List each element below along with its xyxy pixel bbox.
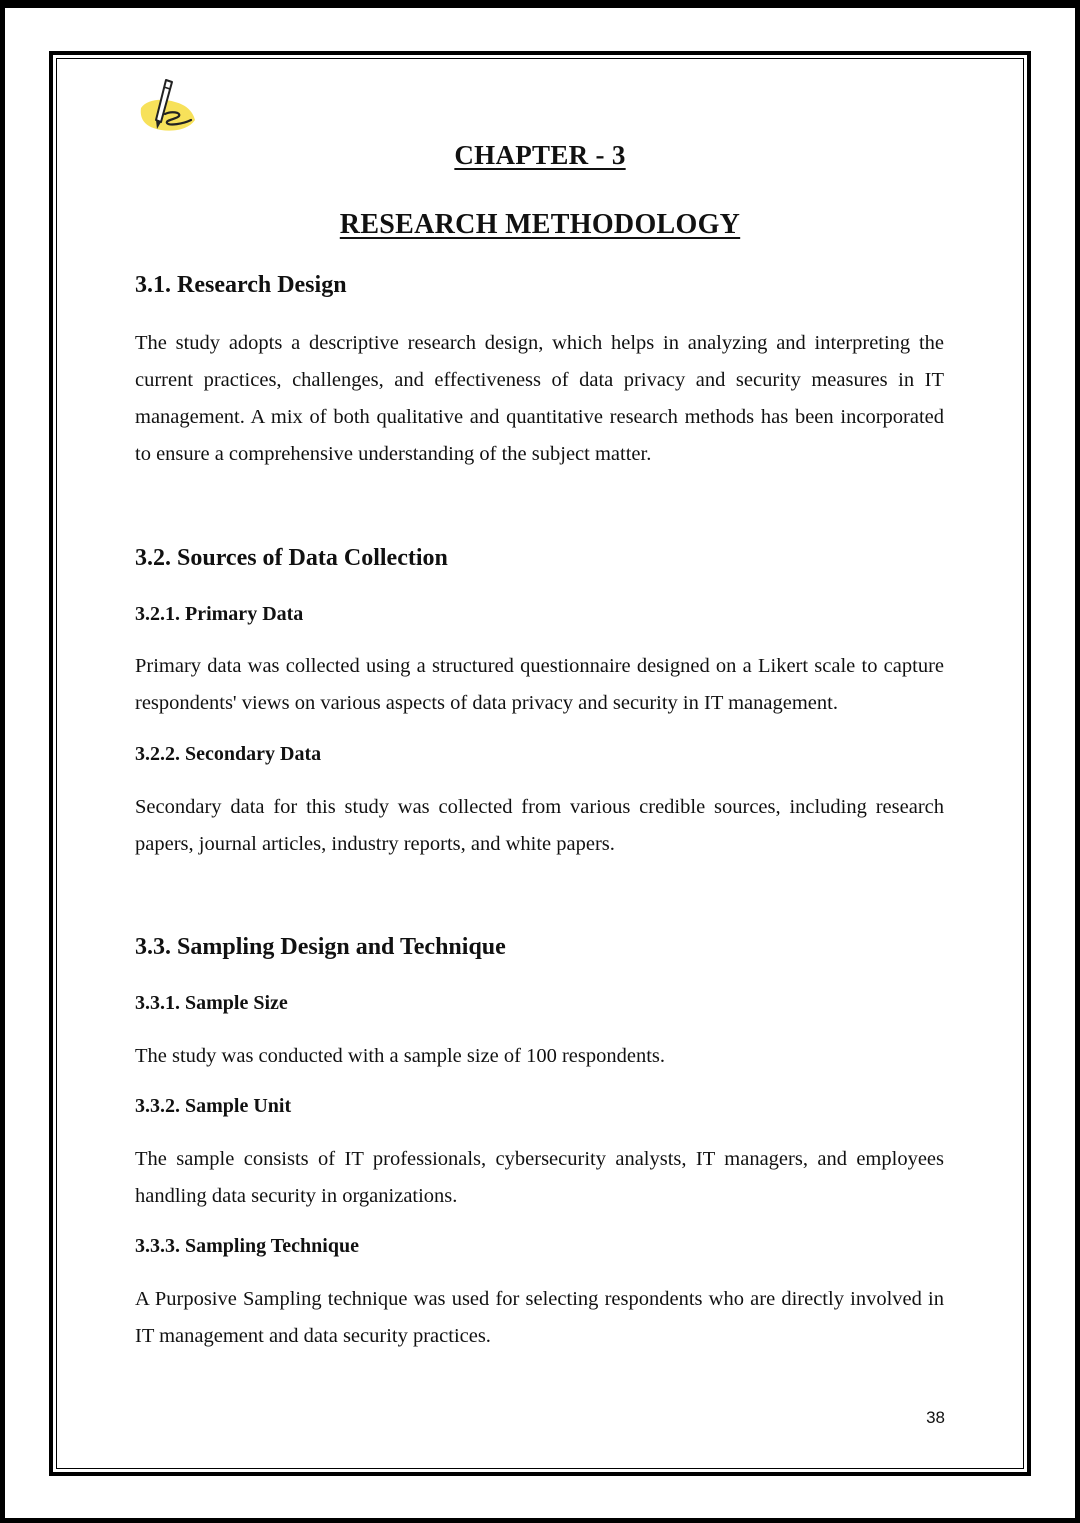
pen-with-highlight-icon	[135, 74, 201, 140]
sample-unit-paragraph: The sample consists of IT professionals, cybersecurity analysts, IT managers, and employees handling data security in organizations.	[135, 1148, 944, 1207]
subsection-heading-secondary-data: 3.2.2. Secondary Data	[135, 743, 322, 765]
subsection-heading-primary-data: 3.2.1. Primary Data	[135, 603, 304, 625]
subsection-heading-sample-unit: 3.3.2. Sample Unit	[135, 1095, 292, 1117]
page-number: 38	[926, 1408, 945, 1427]
subsection-heading-sample-size: 3.3.1. Sample Size	[135, 992, 288, 1014]
section-heading-data-collection: 3.2. Sources of Data Collection	[135, 545, 448, 571]
chapter-title: RESEARCH METHODOLOGY	[339, 209, 741, 240]
section-heading-sampling: 3.3. Sampling Design and Technique	[135, 934, 506, 960]
section-heading-research-design: 3.1. Research Design	[135, 272, 347, 298]
chapter-number: CHAPTER - 3	[454, 140, 626, 170]
primary-data-paragraph: Primary data was collected using a structured questionnaire designed on a Likert scale to capture respondents' views on various aspects of data privacy and security in IT management.	[135, 655, 944, 714]
secondary-data-paragraph: Secondary data for this study was collected from various credible sources, including research papers, journal articles, industry reports, and white papers.	[135, 796, 944, 855]
sample-size-paragraph: The study was conducted with a sample size of 100 respondents.	[135, 1045, 666, 1067]
subsection-heading-sampling-technique: 3.3.3. Sampling Technique	[135, 1235, 359, 1257]
sampling-technique-paragraph: A Purposive Sampling technique was used for selecting respondents who are directly involved in IT management and data security practices.	[135, 1288, 944, 1347]
research-design-paragraph: The study adopts a descriptive research design, which helps in analyzing and interpreting the current practices, challenges, and effectiveness of data privacy and security measures in IT management. A mix of both qualitative and quantitative research methods has been incorporated to ensure a comprehensive understanding of the subject matter.	[135, 332, 944, 465]
